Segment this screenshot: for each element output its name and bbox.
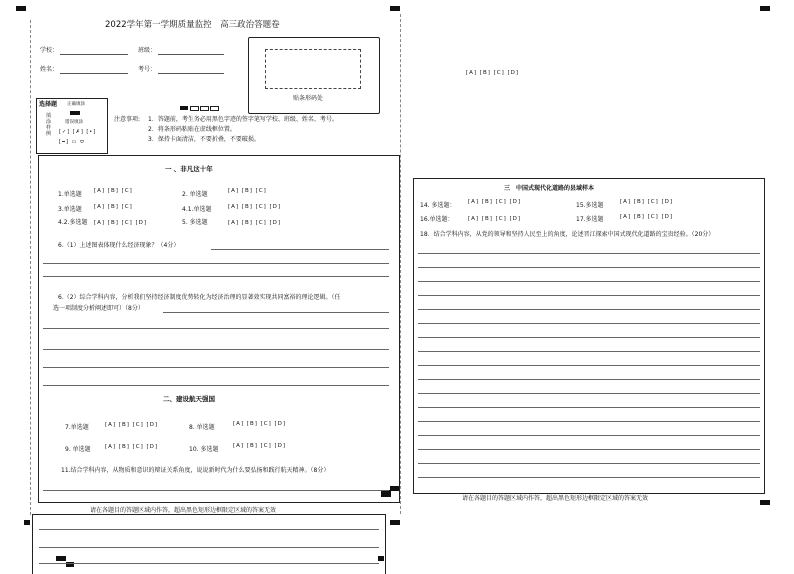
question-10-label: 10. 多选题 bbox=[189, 446, 219, 453]
choice-legend-wrong: 错误填涂 bbox=[65, 120, 83, 125]
timing-mark bbox=[760, 500, 770, 505]
question-15-label: 15.多选题 bbox=[576, 202, 604, 209]
timing-mark bbox=[24, 520, 30, 525]
answer-line[interactable] bbox=[418, 407, 760, 408]
note-item: 2．将条形码粘贴在虚线框位置。 bbox=[148, 126, 236, 133]
question-14-options[interactable]: [A] [B] [C] [D] bbox=[468, 199, 522, 205]
question-1-options[interactable]: [A] [B] [C] bbox=[94, 188, 133, 194]
column-divider bbox=[30, 20, 31, 515]
correct-fill-sample bbox=[70, 111, 80, 115]
question-15-options[interactable]: [A] [B] [C] [D] bbox=[620, 199, 674, 205]
answer-line[interactable] bbox=[211, 249, 389, 250]
answer-line[interactable] bbox=[418, 477, 760, 478]
question-9-label: 9. 单选题 bbox=[65, 446, 91, 453]
section2-title: 二、建设航天强国 bbox=[163, 395, 215, 403]
answer-line[interactable] bbox=[418, 295, 760, 296]
question-8-label: 8. 单选题 bbox=[189, 424, 215, 431]
choice-legend-correct: 正确填涂 bbox=[67, 102, 85, 107]
answer-line[interactable] bbox=[163, 312, 389, 313]
answer-line[interactable] bbox=[39, 547, 379, 548]
question-7-options[interactable]: [A] [B] [C] [D] bbox=[105, 422, 159, 428]
notes-title: 注意事项 bbox=[114, 116, 139, 123]
answer-line[interactable] bbox=[418, 393, 760, 394]
timing-mark bbox=[390, 6, 400, 11]
question-18-prompt: 18．结合学科内容，从党的领导和坚持人民至上的角度，论述晋江探索中国式现代化道路的宝贵经验。（20分） bbox=[420, 231, 715, 238]
note-item: 1．答题前，考生务必用黑色字迹的签字笔写学校、班级、姓名、考号。 bbox=[148, 116, 338, 123]
question-5-options[interactable]: [A] [B] [C] [D] bbox=[228, 220, 282, 226]
footer-warning: 请在各题目的答题区域内作答，超出黑色矩形边框限定区域的答案无效 bbox=[462, 495, 649, 502]
question-17-options[interactable]: [A] [B] [C] [D] bbox=[620, 214, 674, 220]
timing-mark bbox=[390, 520, 400, 525]
question-7-label: 7.单选题 bbox=[65, 424, 89, 431]
answer-line[interactable] bbox=[43, 385, 389, 386]
question-3-options[interactable]: [A] [B] [C] bbox=[94, 204, 133, 210]
choice-legend-side: 填涂样例 bbox=[46, 113, 52, 137]
answer-line[interactable] bbox=[418, 351, 760, 352]
question-6-2-prompt: 6.（2）综合学科内容，分析我们坚持经济制度优势转化为经济治理的显著效实现共同富裕的理论逻辑。（任 bbox=[58, 294, 341, 301]
name-label: 姓名： bbox=[40, 66, 59, 73]
section3-title: 三 中国式现代化道路的县域样本 bbox=[504, 185, 595, 192]
name-field[interactable] bbox=[60, 73, 128, 74]
question-17-label: 17.多选题 bbox=[576, 216, 604, 223]
answer-line[interactable] bbox=[418, 421, 760, 422]
choice-legend-title: 选择题 bbox=[39, 101, 58, 108]
notes-colon: : bbox=[138, 116, 141, 123]
question-1-label: 1.单选题 bbox=[58, 191, 82, 198]
floating-options: [A] [B] [C] [D] bbox=[466, 70, 520, 76]
answer-line[interactable] bbox=[43, 367, 389, 368]
question-4-2-options[interactable]: [A] [B] [C] [D] bbox=[94, 220, 148, 226]
class-label: 班级： bbox=[138, 47, 157, 54]
answer-line[interactable] bbox=[418, 379, 760, 380]
answer-line[interactable] bbox=[418, 267, 760, 268]
timing-mark bbox=[760, 6, 770, 11]
question-14-label: 14. 多选题： bbox=[420, 202, 456, 209]
question-16-label: 16.单选题： bbox=[420, 216, 454, 223]
continuation-box bbox=[32, 514, 386, 574]
question-4-1-label: 4.1.单选题 bbox=[182, 206, 212, 213]
question-4-1-options[interactable]: [A] [B] [C] [D] bbox=[228, 204, 282, 210]
page-marker-filled bbox=[180, 106, 188, 110]
page-marker-empty bbox=[210, 106, 219, 111]
page-marker-empty bbox=[190, 106, 199, 111]
footer-warning: 请在各题目的答题区域内作答，超出黑色矩形边框限定区域的答案无效 bbox=[90, 507, 277, 514]
question-9-options[interactable]: [A] [B] [C] [D] bbox=[105, 444, 159, 450]
answer-line[interactable] bbox=[43, 328, 389, 329]
question-11-prompt: 11.结合学科内容，从物质和意识的辩证关系角度，说说新时代为什么要弘扬和践行航天精神。（8分） bbox=[61, 467, 330, 474]
answer-line[interactable] bbox=[39, 563, 379, 564]
question-2-label: 2. 单选题 bbox=[182, 191, 208, 198]
question-8-options[interactable]: [A] [B] [C] [D] bbox=[233, 421, 287, 427]
section1-box bbox=[38, 155, 400, 503]
answer-line[interactable] bbox=[418, 449, 760, 450]
page-marker-empty bbox=[200, 106, 209, 111]
choice-legend bbox=[36, 98, 108, 154]
barcode-area bbox=[248, 37, 380, 114]
column-divider bbox=[400, 14, 401, 514]
question-16-options[interactable]: [A] [B] [C] [D] bbox=[468, 216, 522, 222]
note-item: 3．保持卡面清洁，不要折叠，不要破损。 bbox=[148, 136, 260, 143]
id-label: 考号： bbox=[138, 66, 157, 73]
answer-line[interactable] bbox=[418, 337, 760, 338]
answer-line[interactable] bbox=[43, 276, 389, 277]
section3-box bbox=[413, 178, 765, 494]
question-6-1-prompt: 6.（1）上述图表体现什么经济现象？（4分） bbox=[58, 242, 180, 249]
barcode-dashed-frame bbox=[265, 49, 361, 89]
section1-title: 一 、非凡这十年 bbox=[165, 165, 213, 173]
answer-line[interactable] bbox=[418, 435, 760, 436]
answer-line[interactable] bbox=[418, 309, 760, 310]
wrong-fill-samples: [━] ▭ ⬭ bbox=[59, 139, 86, 145]
page-title: 2022学年第一学期质量监控 高三政治答题卷 bbox=[105, 20, 280, 30]
answer-line[interactable] bbox=[43, 490, 389, 491]
question-4-2-label: 4.2.多选题 bbox=[58, 219, 88, 226]
question-6-2-prompt-cont: 选一项制度分析阐述即可）（8分） bbox=[53, 305, 144, 312]
answer-line[interactable] bbox=[418, 253, 760, 254]
answer-line[interactable] bbox=[418, 281, 760, 282]
question-2-options[interactable]: [A] [B] [C] bbox=[228, 188, 267, 194]
school-label: 学校： bbox=[40, 47, 59, 54]
answer-line[interactable] bbox=[418, 365, 760, 366]
answer-line[interactable] bbox=[418, 463, 760, 464]
answer-line[interactable] bbox=[43, 349, 389, 350]
question-10-options[interactable]: [A] [B] [C] [D] bbox=[233, 443, 287, 449]
wrong-fill-samples: [✓] [✗] [•] bbox=[59, 129, 97, 135]
answer-line[interactable] bbox=[43, 263, 389, 264]
question-3-label: 3.单选题 bbox=[58, 206, 82, 213]
section-end-mark bbox=[381, 492, 391, 497]
answer-line[interactable] bbox=[418, 323, 760, 324]
question-5-label: 5. 多选题 bbox=[182, 219, 208, 226]
answer-line[interactable] bbox=[39, 529, 379, 530]
barcode-label: 贴条形码处 bbox=[293, 95, 324, 102]
school-field[interactable] bbox=[60, 54, 128, 55]
id-field[interactable] bbox=[158, 73, 224, 74]
timing-mark bbox=[16, 6, 26, 11]
class-field[interactable] bbox=[158, 54, 224, 55]
